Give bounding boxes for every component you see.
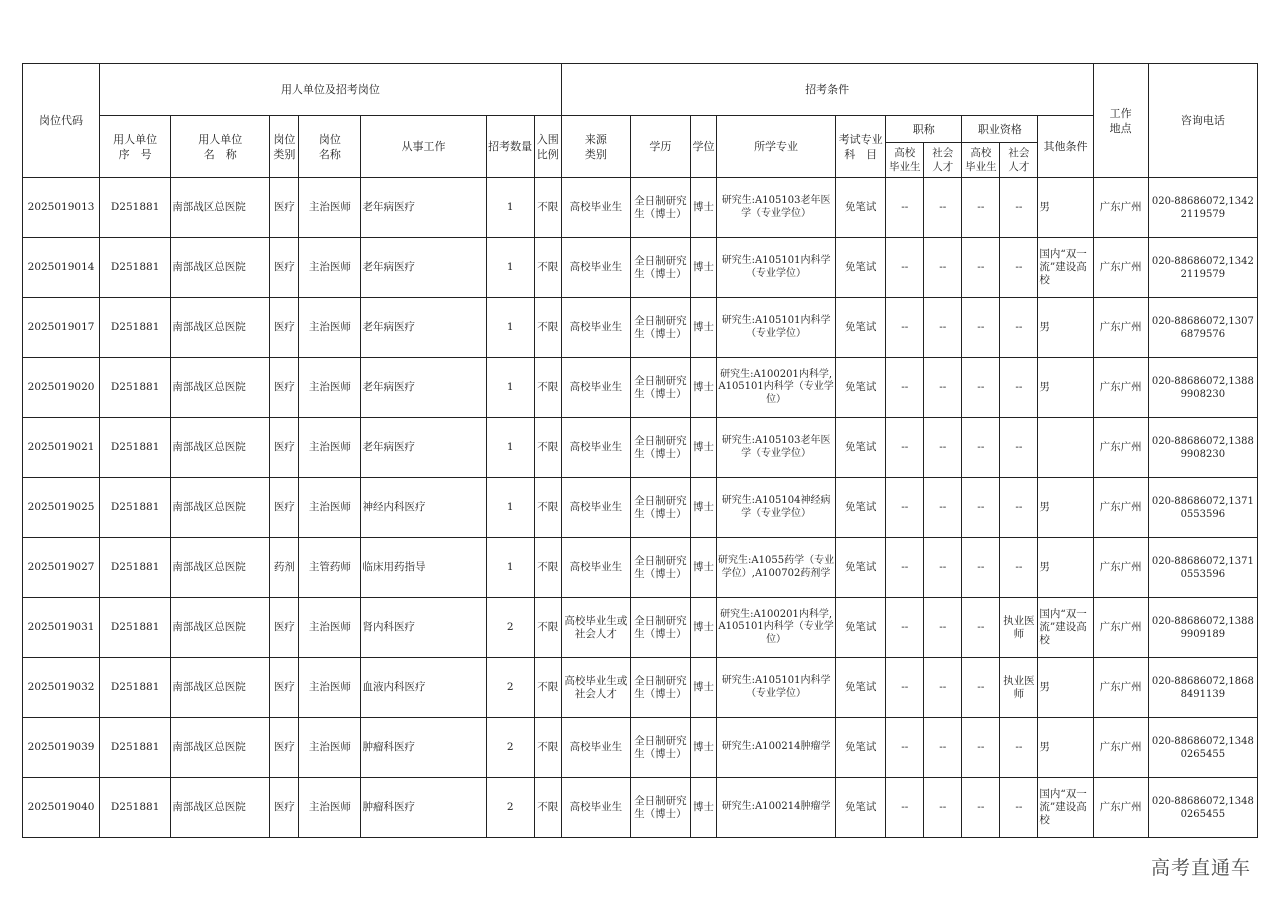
- cell-work: 老年病医疗: [361, 238, 486, 298]
- cell-title-grad: --: [886, 358, 924, 418]
- cell-qual-social: --: [1000, 298, 1038, 358]
- cell-title-social: --: [924, 418, 962, 478]
- cell-other: 国内“双一流”建设高校: [1038, 238, 1093, 298]
- cell-ratio: 不限: [534, 358, 561, 418]
- cell-work: 血液内科医疗: [361, 658, 486, 718]
- cell-post-name: 主治医师: [299, 238, 361, 298]
- header-post-type: 岗位 类别: [270, 116, 299, 178]
- cell-ratio: 不限: [534, 598, 561, 658]
- cell-degree: 博士: [690, 418, 716, 478]
- cell-exam: 免笔试: [836, 178, 886, 238]
- cell-qual-grad: --: [962, 538, 1000, 598]
- cell-post-type: 医疗: [270, 778, 299, 838]
- cell-exam: 免笔试: [836, 358, 886, 418]
- header-qual-social: 社会 人才: [1000, 143, 1038, 178]
- cell-place: 广东广州: [1093, 418, 1148, 478]
- cell-ratio: 不限: [534, 178, 561, 238]
- cell-education: 全日制研究生（博士）: [630, 298, 690, 358]
- cell-post-name: 主治医师: [299, 178, 361, 238]
- cell-post-name: 主治医师: [299, 418, 361, 478]
- cell-exam: 免笔试: [836, 298, 886, 358]
- cell-unit-no: D251881: [100, 238, 171, 298]
- header-major: 所学专业: [716, 116, 835, 178]
- cell-code: 2025019025: [23, 478, 100, 538]
- header-education: 学历: [630, 116, 690, 178]
- cell-post-type: 药剂: [270, 538, 299, 598]
- header-post-name: 岗位 名称: [299, 116, 361, 178]
- cell-degree: 博士: [690, 298, 716, 358]
- cell-title-social: --: [924, 718, 962, 778]
- cell-exam: 免笔试: [836, 238, 886, 298]
- cell-education: 全日制研究生（博士）: [630, 418, 690, 478]
- cell-post-type: 医疗: [270, 358, 299, 418]
- cell-post-type: 医疗: [270, 598, 299, 658]
- cell-place: 广东广州: [1093, 358, 1148, 418]
- cell-phone: 020-88686072,13422119579: [1148, 178, 1257, 238]
- cell-place: 广东广州: [1093, 478, 1148, 538]
- cell-post-type: 医疗: [270, 178, 299, 238]
- cell-major: 研究生:A105103老年医学（专业学位）: [716, 418, 835, 478]
- cell-count: 1: [486, 478, 534, 538]
- cell-place: 广东广州: [1093, 178, 1148, 238]
- cell-qual-social: --: [1000, 538, 1038, 598]
- cell-count: 1: [486, 238, 534, 298]
- cell-degree: 博士: [690, 538, 716, 598]
- cell-title-social: --: [924, 238, 962, 298]
- cell-unit-no: D251881: [100, 538, 171, 598]
- cell-unit-no: D251881: [100, 478, 171, 538]
- table-row: [23, 658, 1258, 718]
- header-row-2: [23, 116, 1258, 143]
- cell-code: 2025019027: [23, 538, 100, 598]
- cell-source: 高校毕业生: [561, 478, 630, 538]
- cell-count: 1: [486, 418, 534, 478]
- cell-qual-social: --: [1000, 778, 1038, 838]
- cell-major: 研究生:A100201内科学,A105101内科学（专业学位）: [716, 598, 835, 658]
- cell-unit-name: 南部战区总医院: [171, 238, 270, 298]
- cell-title-grad: --: [886, 658, 924, 718]
- cell-work: 肿瘤科医疗: [361, 718, 486, 778]
- cell-education: 全日制研究生（博士）: [630, 718, 690, 778]
- cell-qual-social: --: [1000, 238, 1038, 298]
- cell-source: 高校毕业生: [561, 718, 630, 778]
- cell-ratio: 不限: [534, 718, 561, 778]
- header-degree: 学位: [690, 116, 716, 178]
- cell-qual-grad: --: [962, 298, 1000, 358]
- cell-unit-name: 南部战区总医院: [171, 478, 270, 538]
- cell-major: 研究生:A105104神经病学（专业学位）: [716, 478, 835, 538]
- header-qual-grad: 高校 毕业生: [962, 143, 1000, 178]
- cell-post-name: 主治医师: [299, 598, 361, 658]
- cell-code: 2025019013: [23, 178, 100, 238]
- table-row: [23, 778, 1258, 838]
- cell-unit-no: D251881: [100, 178, 171, 238]
- cell-qual-grad: --: [962, 478, 1000, 538]
- cell-other: 男: [1038, 358, 1093, 418]
- cell-other: 男: [1038, 298, 1093, 358]
- cell-major: 研究生:A105101内科学（专业学位）: [716, 658, 835, 718]
- cell-phone: 020-88686072,13889909189: [1148, 598, 1257, 658]
- cell-qual-grad: --: [962, 358, 1000, 418]
- cell-place: 广东广州: [1093, 598, 1148, 658]
- cell-unit-name: 南部战区总医院: [171, 778, 270, 838]
- cell-degree: 博士: [690, 778, 716, 838]
- cell-unit-name: 南部战区总医院: [171, 418, 270, 478]
- cell-major: 研究生:A1055药学（专业学位）,A100702药剂学: [716, 538, 835, 598]
- cell-code: 2025019039: [23, 718, 100, 778]
- cell-unit-name: 南部战区总医院: [171, 598, 270, 658]
- cell-count: 1: [486, 298, 534, 358]
- cell-education: 全日制研究生（博士）: [630, 478, 690, 538]
- cell-place: 广东广州: [1093, 718, 1148, 778]
- cell-qual-grad: --: [962, 238, 1000, 298]
- cell-qual-social: --: [1000, 358, 1038, 418]
- cell-degree: 博士: [690, 658, 716, 718]
- cell-post-name: 主管药师: [299, 538, 361, 598]
- header-row-1: [23, 64, 1258, 116]
- cell-work: 老年病医疗: [361, 358, 486, 418]
- cell-qual-grad: --: [962, 658, 1000, 718]
- cell-post-type: 医疗: [270, 298, 299, 358]
- cell-unit-no: D251881: [100, 418, 171, 478]
- cell-unit-no: D251881: [100, 718, 171, 778]
- cell-ratio: 不限: [534, 238, 561, 298]
- cell-unit-name: 南部战区总医院: [171, 718, 270, 778]
- cell-work: 临床用药指导: [361, 538, 486, 598]
- cell-education: 全日制研究生（博士）: [630, 538, 690, 598]
- header-other: 其他条件: [1038, 116, 1093, 178]
- cell-qual-grad: --: [962, 598, 1000, 658]
- cell-other: 男: [1038, 718, 1093, 778]
- cell-work: 老年病医疗: [361, 418, 486, 478]
- cell-phone: 020-88686072,13889908230: [1148, 418, 1257, 478]
- cell-count: 2: [486, 718, 534, 778]
- cell-exam: 免笔试: [836, 598, 886, 658]
- cell-phone: 020-88686072,13480265455: [1148, 778, 1257, 838]
- cell-phone: 020-88686072,18688491139: [1148, 658, 1257, 718]
- cell-source: 高校毕业生: [561, 238, 630, 298]
- cell-post-type: 医疗: [270, 238, 299, 298]
- cell-qual-social: --: [1000, 478, 1038, 538]
- header-unit-no: 用人单位 序 号: [100, 116, 171, 178]
- cell-post-name: 主治医师: [299, 778, 361, 838]
- header-source: 来源 类别: [561, 116, 630, 178]
- table-row: [23, 718, 1258, 778]
- cell-post-name: 主治医师: [299, 718, 361, 778]
- table-row: [23, 238, 1258, 298]
- cell-major: 研究生:A105101内科学（专业学位）: [716, 238, 835, 298]
- header-unit-name: 用人单位 名 称: [171, 116, 270, 178]
- cell-code: 2025019014: [23, 238, 100, 298]
- cell-major: 研究生:A100214肿瘤学: [716, 778, 835, 838]
- cell-phone: 020-88686072,13076879576: [1148, 298, 1257, 358]
- cell-education: 全日制研究生（博士）: [630, 178, 690, 238]
- header-title-grad: 高校 毕业生: [886, 143, 924, 178]
- cell-source: 高校毕业生: [561, 418, 630, 478]
- table-row: [23, 358, 1258, 418]
- cell-other: 男: [1038, 478, 1093, 538]
- cell-title-grad: --: [886, 418, 924, 478]
- cell-title-grad: --: [886, 298, 924, 358]
- cell-exam: 免笔试: [836, 778, 886, 838]
- cell-major: 研究生:A100201内科学,A105101内科学（专业学位）: [716, 358, 835, 418]
- table-row: [23, 298, 1258, 358]
- cell-source: 高校毕业生: [561, 538, 630, 598]
- cell-phone: 020-88686072,13710553596: [1148, 478, 1257, 538]
- cell-count: 1: [486, 358, 534, 418]
- header-phone: 咨询电话: [1148, 64, 1257, 178]
- cell-major: 研究生:A105101内科学（专业学位）: [716, 298, 835, 358]
- cell-exam: 免笔试: [836, 538, 886, 598]
- cell-qual-social: --: [1000, 178, 1038, 238]
- cell-phone: 020-88686072,13710553596: [1148, 538, 1257, 598]
- cell-title-social: --: [924, 538, 962, 598]
- cell-source: 高校毕业生或社会人才: [561, 598, 630, 658]
- cell-count: 1: [486, 538, 534, 598]
- cell-qual-social: --: [1000, 418, 1038, 478]
- cell-major: 研究生:A100214肿瘤学: [716, 718, 835, 778]
- cell-place: 广东广州: [1093, 778, 1148, 838]
- cell-exam: 免笔试: [836, 418, 886, 478]
- cell-unit-name: 南部战区总医院: [171, 538, 270, 598]
- header-count: 招考数量: [486, 116, 534, 178]
- cell-code: 2025019031: [23, 598, 100, 658]
- cell-other: 国内“双一流”建设高校: [1038, 598, 1093, 658]
- cell-phone: 020-88686072,13480265455: [1148, 718, 1257, 778]
- cell-unit-no: D251881: [100, 298, 171, 358]
- cell-title-grad: --: [886, 178, 924, 238]
- table-row: [23, 598, 1258, 658]
- cell-unit-name: 南部战区总医院: [171, 298, 270, 358]
- cell-title-grad: --: [886, 778, 924, 838]
- cell-title-social: --: [924, 298, 962, 358]
- cell-title-grad: --: [886, 718, 924, 778]
- cell-source: 高校毕业生: [561, 778, 630, 838]
- cell-place: 广东广州: [1093, 538, 1148, 598]
- cell-unit-name: 南部战区总医院: [171, 358, 270, 418]
- cell-title-grad: --: [886, 478, 924, 538]
- cell-title-grad: --: [886, 598, 924, 658]
- cell-work: 肿瘤科医疗: [361, 778, 486, 838]
- cell-source: 高校毕业生: [561, 178, 630, 238]
- cell-title-social: --: [924, 478, 962, 538]
- cell-post-type: 医疗: [270, 478, 299, 538]
- cell-post-name: 主治医师: [299, 478, 361, 538]
- cell-title-social: --: [924, 778, 962, 838]
- cell-degree: 博士: [690, 178, 716, 238]
- cell-degree: 博士: [690, 478, 716, 538]
- cell-qual-grad: --: [962, 778, 1000, 838]
- cell-qual-social: 执业医师: [1000, 658, 1038, 718]
- cell-code: 2025019020: [23, 358, 100, 418]
- cell-code: 2025019021: [23, 418, 100, 478]
- cell-post-name: 主治医师: [299, 358, 361, 418]
- cell-source: 高校毕业生: [561, 358, 630, 418]
- header-title-group: 职称: [886, 116, 962, 143]
- cell-post-type: 医疗: [270, 658, 299, 718]
- cell-unit-name: 南部战区总医院: [171, 178, 270, 238]
- cell-work: 老年病医疗: [361, 178, 486, 238]
- cell-exam: 免笔试: [836, 718, 886, 778]
- cell-major: 研究生:A105103老年医学（专业学位）: [716, 178, 835, 238]
- cell-exam: 免笔试: [836, 478, 886, 538]
- header-post-code: 岗位代码: [23, 64, 100, 178]
- cell-unit-no: D251881: [100, 778, 171, 838]
- table-row: [23, 418, 1258, 478]
- cell-count: 2: [486, 778, 534, 838]
- cell-post-type: 医疗: [270, 418, 299, 478]
- cell-ratio: 不限: [534, 418, 561, 478]
- cell-source: 高校毕业生或社会人才: [561, 658, 630, 718]
- header-group-unit: 用人单位及招考岗位: [100, 64, 562, 116]
- cell-degree: 博士: [690, 238, 716, 298]
- cell-unit-no: D251881: [100, 658, 171, 718]
- cell-count: 1: [486, 178, 534, 238]
- header-ratio: 入围 比例: [534, 116, 561, 178]
- cell-exam: 免笔试: [836, 658, 886, 718]
- table-row: [23, 178, 1258, 238]
- cell-count: 2: [486, 658, 534, 718]
- cell-place: 广东广州: [1093, 238, 1148, 298]
- header-group-conditions: 招考条件: [561, 64, 1093, 116]
- cell-qual-social: 执业医师: [1000, 598, 1038, 658]
- cell-work: 肾内科医疗: [361, 598, 486, 658]
- cell-education: 全日制研究生（博士）: [630, 598, 690, 658]
- table-row: [23, 538, 1258, 598]
- cell-source: 高校毕业生: [561, 298, 630, 358]
- cell-education: 全日制研究生（博士）: [630, 238, 690, 298]
- watermark-text: 高考直通车: [1150, 857, 1251, 879]
- cell-place: 广东广州: [1093, 658, 1148, 718]
- cell-degree: 博士: [690, 358, 716, 418]
- cell-work: 神经内科医疗: [361, 478, 486, 538]
- cell-ratio: 不限: [534, 778, 561, 838]
- cell-count: 2: [486, 598, 534, 658]
- header-work: 从事工作: [361, 116, 486, 178]
- cell-other: [1038, 418, 1093, 478]
- cell-qual-grad: --: [962, 178, 1000, 238]
- cell-unit-no: D251881: [100, 598, 171, 658]
- cell-title-social: --: [924, 598, 962, 658]
- cell-phone: 020-88686072,13889908230: [1148, 358, 1257, 418]
- cell-ratio: 不限: [534, 298, 561, 358]
- cell-degree: 博士: [690, 718, 716, 778]
- cell-ratio: 不限: [534, 538, 561, 598]
- cell-unit-no: D251881: [100, 358, 171, 418]
- cell-qual-grad: --: [962, 718, 1000, 778]
- cell-other: 男: [1038, 538, 1093, 598]
- cell-education: 全日制研究生（博士）: [630, 358, 690, 418]
- table-row: [23, 478, 1258, 538]
- cell-ratio: 不限: [534, 658, 561, 718]
- cell-degree: 博士: [690, 598, 716, 658]
- cell-qual-social: --: [1000, 718, 1038, 778]
- cell-phone: 020-88686072,13422119579: [1148, 238, 1257, 298]
- cell-code: 2025019040: [23, 778, 100, 838]
- cell-other: 男: [1038, 178, 1093, 238]
- cell-qual-grad: --: [962, 418, 1000, 478]
- cell-code: 2025019032: [23, 658, 100, 718]
- header-exam: 考试专业 科 目: [836, 116, 886, 178]
- header-qual-group: 职业资格: [962, 116, 1038, 143]
- cell-work: 老年病医疗: [361, 298, 486, 358]
- cell-post-name: 主治医师: [299, 298, 361, 358]
- cell-title-grad: --: [886, 538, 924, 598]
- cell-ratio: 不限: [534, 478, 561, 538]
- cell-other: 国内“双一流”建设高校: [1038, 778, 1093, 838]
- cell-education: 全日制研究生（博士）: [630, 778, 690, 838]
- cell-title-grad: --: [886, 238, 924, 298]
- cell-unit-name: 南部战区总医院: [171, 658, 270, 718]
- cell-code: 2025019017: [23, 298, 100, 358]
- header-work-place: 工作 地点: [1093, 64, 1148, 178]
- cell-other: 男: [1038, 658, 1093, 718]
- cell-education: 全日制研究生（博士）: [630, 658, 690, 718]
- cell-place: 广东广州: [1093, 298, 1148, 358]
- cell-title-social: --: [924, 178, 962, 238]
- cell-title-social: --: [924, 358, 962, 418]
- cell-post-name: 主治医师: [299, 658, 361, 718]
- recruitment-table: [22, 63, 1258, 838]
- cell-post-type: 医疗: [270, 718, 299, 778]
- cell-title-social: --: [924, 658, 962, 718]
- header-title-social: 社会 人才: [924, 143, 962, 178]
